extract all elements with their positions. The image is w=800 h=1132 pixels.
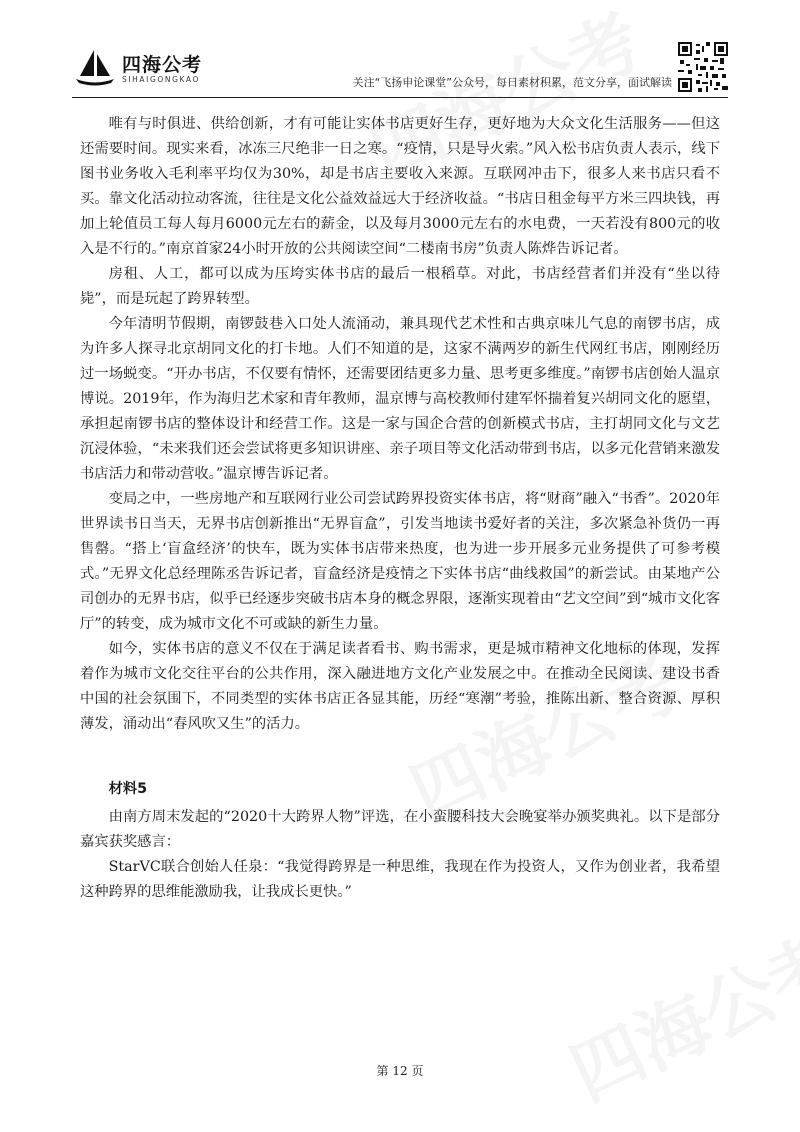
logo: [72, 44, 202, 94]
page-header: [72, 40, 728, 96]
header-note: 关注“飞扬申论课堂”公众号，每日素材积累，范文分享，面试解读: [352, 76, 672, 89]
paragraph: 唯有与时俱进、供给创新，才有可能让实体书店更好生存，更好地为大众文化生活服务——但这还需要时间。现实来看，冰冻三尺绝非一日之寒。“疫情，只是导火索。”风入松书店负责人表示，线下图书业务收入毛利率平均仅为30%，却是书店主要收入来源。互联网冲击下，很多人来书店只看不买。靠文化活动拉动客流，往往是文化公益效益远大于经济收益。“书店日租金每平方米三四块钱，再加上轮值员工每人每月6000元左右的薪金，以及每月3000元左右的水电费，一天若没有800元的收入是不行的。”南京首家24小时开放的公共阅读空间“二楼南书房”负责人陈烨告诉记者。: [80, 116, 720, 257]
logo-title: 四海公考: [122, 54, 203, 76]
section-heading: 材料5: [108, 781, 148, 797]
paragraph: 房租、人工，都可以成为压垮实体书店的最后一根稻草。对此，书店经营者们并没有“坐以待毙”，而是玩起了跨界转型。: [80, 266, 720, 307]
qr-code-icon: [678, 42, 728, 92]
paragraph: 如今，实体书店的意义不仅在于满足读者看书、购书需求，更是城市精神文化地标的体现，发挥着作为城市文化交往平台的公共作用，深入融进地方文化产业发展之中。在推动全民阅读、建设书香中国的社会氛围下，不同类型的实体书店正各显其能，历经“寒潮”考验，推陈出新、整合资源、厚积薄发，涌动出“春风吹又生”的活力。: [80, 641, 720, 732]
header-divider: [72, 97, 728, 98]
document-body: [80, 112, 720, 905]
paragraph: 今年清明节假期，南锣鼓巷入口处人流涌动，兼具现代艺术性和古典京味儿气息的南锣书店，成为许多人探寻北京胡同文化的打卡地。人们不知道的是，这家不满两岁的新生代网红书店，刚刚经历过一场蜕变。“开办书店，不仅要有情怀，还需要团结更多力量、思考更多维度。”南锣书店创始人温京博说。2019年，作为海归艺术家和青年教师，温京博与高校教师付建军怀揣着复兴胡同文化的愿望，承担起南锣书店的整体设计和经营工作。这是一家与国企合营的创新模式书店，主打胡同文化与文艺沉浸体验，“未来我们还会尝试将更多知识讲座、亲子项目等文化活动带到书店，以多元化营销来激发书店活力和带动营收。”温京博告诉记者。: [80, 316, 720, 482]
page-number: 第 12 页: [376, 1064, 424, 1078]
paragraph: 变局之中，一些房地产和互联网行业公司尝试跨界投资实体书店，将“财商”融入“书香”。2020年世界读书日当天，无界书店创新推出“无界盲盒”，引发当地读书爱好者的关注，多次紧急补货仍一再售罄。“搭上‘盲盒经济’的快车，既为实体书店带来热度，也为进一步开展多元业务提供了可参考模式。”无界文化总经理陈丞告诉记者，盲盒经济是疫情之下实体书店“曲线救国”的新尝试。由某地产公司创办的无界书店，似乎已经逐步突破书店本身的概念界限，逐渐实现着由“艺文空间”到“城市文化客厅”的转变，成为城市文化不可或缺的新生力量。: [80, 491, 720, 632]
logo-subtitle: SIHAIGONGKAO: [122, 75, 200, 84]
watermark-3: [552, 904, 800, 1120]
logo-sail-icon: [74, 48, 116, 86]
paragraph: 由南方周末发起的“2020十大跨界人物”评选，在小蛮腰科技大会晚宴举办颁奖典礼。以下是部分嘉宾获奖感言：: [80, 809, 720, 850]
paragraph: StarVC联合创始人任泉：“我觉得跨界是一种思维，我现在作为投资人，又作为创业者，我希望这种跨界的思维能激励我，让我成长更快。”: [80, 859, 720, 900]
